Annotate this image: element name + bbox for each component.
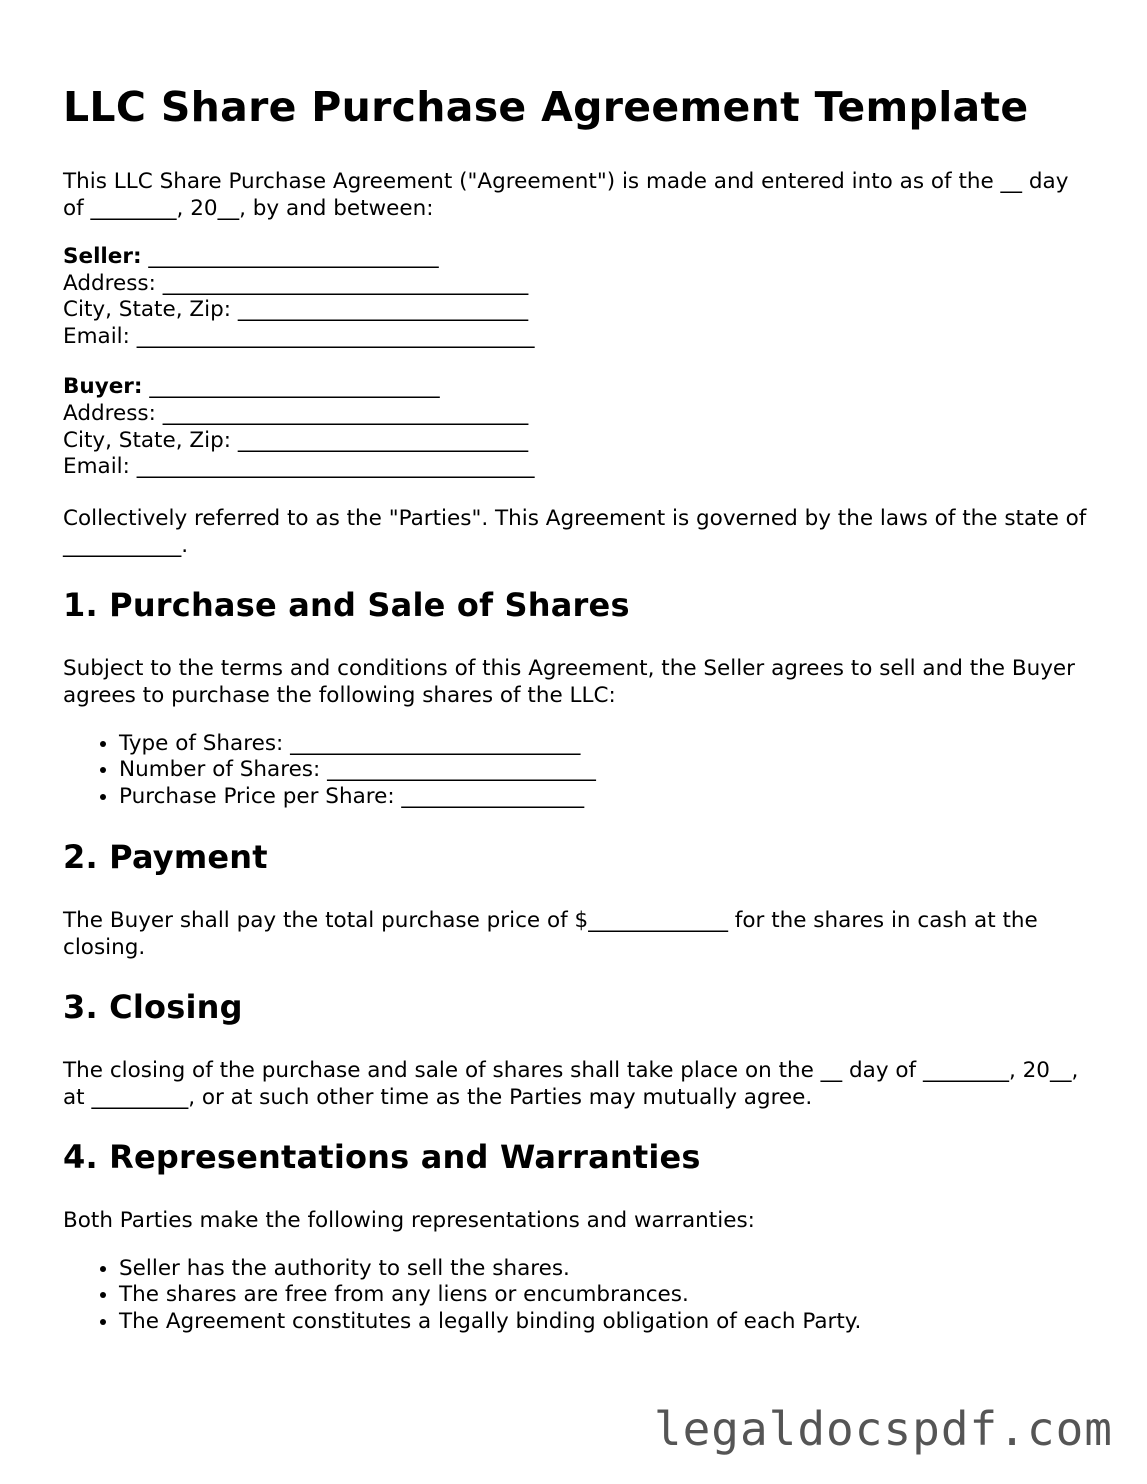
watermark: legaldocspdf.com	[653, 1402, 1113, 1456]
seller-email-line: Email: _____________________________________	[63, 323, 535, 349]
list-item: • Seller has the authority to sell the shares.	[119, 1256, 1093, 1283]
document-title: LLC Share Purchase Agreement Template	[63, 83, 1029, 131]
section-3-text: The closing of the purchase and sale of shares shall take place on the __ day of ________, 20__, at _________, or at such other time as the Parties may mutually agree.	[63, 1057, 1079, 1110]
buyer-name-line	[63, 374, 1093, 401]
seller-address-line: Address: __________________________________	[63, 270, 529, 296]
buyer-address-line: Address: __________________________________	[63, 400, 529, 426]
section-4-heading: 4. Representations and Warranties	[63, 1137, 701, 1176]
share-details-list	[63, 731, 1093, 811]
document-page	[63, 80, 1093, 1357]
section-3-heading: 3. Closing	[63, 987, 243, 1026]
list-item: • The Agreement constitutes a legally binding obligation of each Party.	[119, 1309, 1093, 1336]
buyer-label: Buyer:	[63, 374, 143, 400]
warranties-list	[63, 1256, 1093, 1336]
intro-paragraph: This LLC Share Purchase Agreement ("Agreement") is made and entered into as of the __ day of ________, 20__, by and between:	[63, 169, 1069, 221]
list-item: • Purchase Price per Share: _________________	[119, 784, 1093, 811]
seller-city-line: City, State, Zip: ___________________________	[63, 297, 529, 323]
list-item: • Number of Shares: _________________________	[119, 757, 1093, 784]
seller-name-blank: ___________________________	[141, 244, 439, 269]
section-1-heading: 1. Purchase and Sale of Shares	[63, 585, 630, 624]
seller-label: Seller:	[63, 244, 142, 269]
buyer-name-blank: ___________________________	[142, 374, 440, 400]
section-2-text: The Buyer shall pay the total purchase price of $_____________ for the shares in cash at the closing.	[63, 907, 1038, 960]
section-4-text: Both Parties make the following representations and warranties:	[63, 1207, 755, 1233]
section-2-heading: 2. Payment	[63, 837, 268, 876]
list-item: • Type of Shares: ___________________________	[119, 731, 1093, 758]
section-1-text: Subject to the terms and conditions of this Agreement, the Seller agrees to sell and the Buyer agrees to purchase the following shares of the LLC:	[63, 655, 1075, 708]
seller-block	[63, 244, 1093, 350]
buyer-block	[63, 374, 1093, 480]
buyer-email-line: Email: _____________________________________	[63, 454, 535, 480]
parties-paragraph: Collectively referred to as the "Parties". This Agreement is governed by the laws of the state of ___________.	[63, 505, 1087, 558]
seller-name-line	[63, 244, 1093, 271]
buyer-city-line: City, State, Zip: ___________________________	[63, 427, 529, 453]
list-item: • The shares are free from any liens or encumbrances.	[119, 1282, 1093, 1309]
